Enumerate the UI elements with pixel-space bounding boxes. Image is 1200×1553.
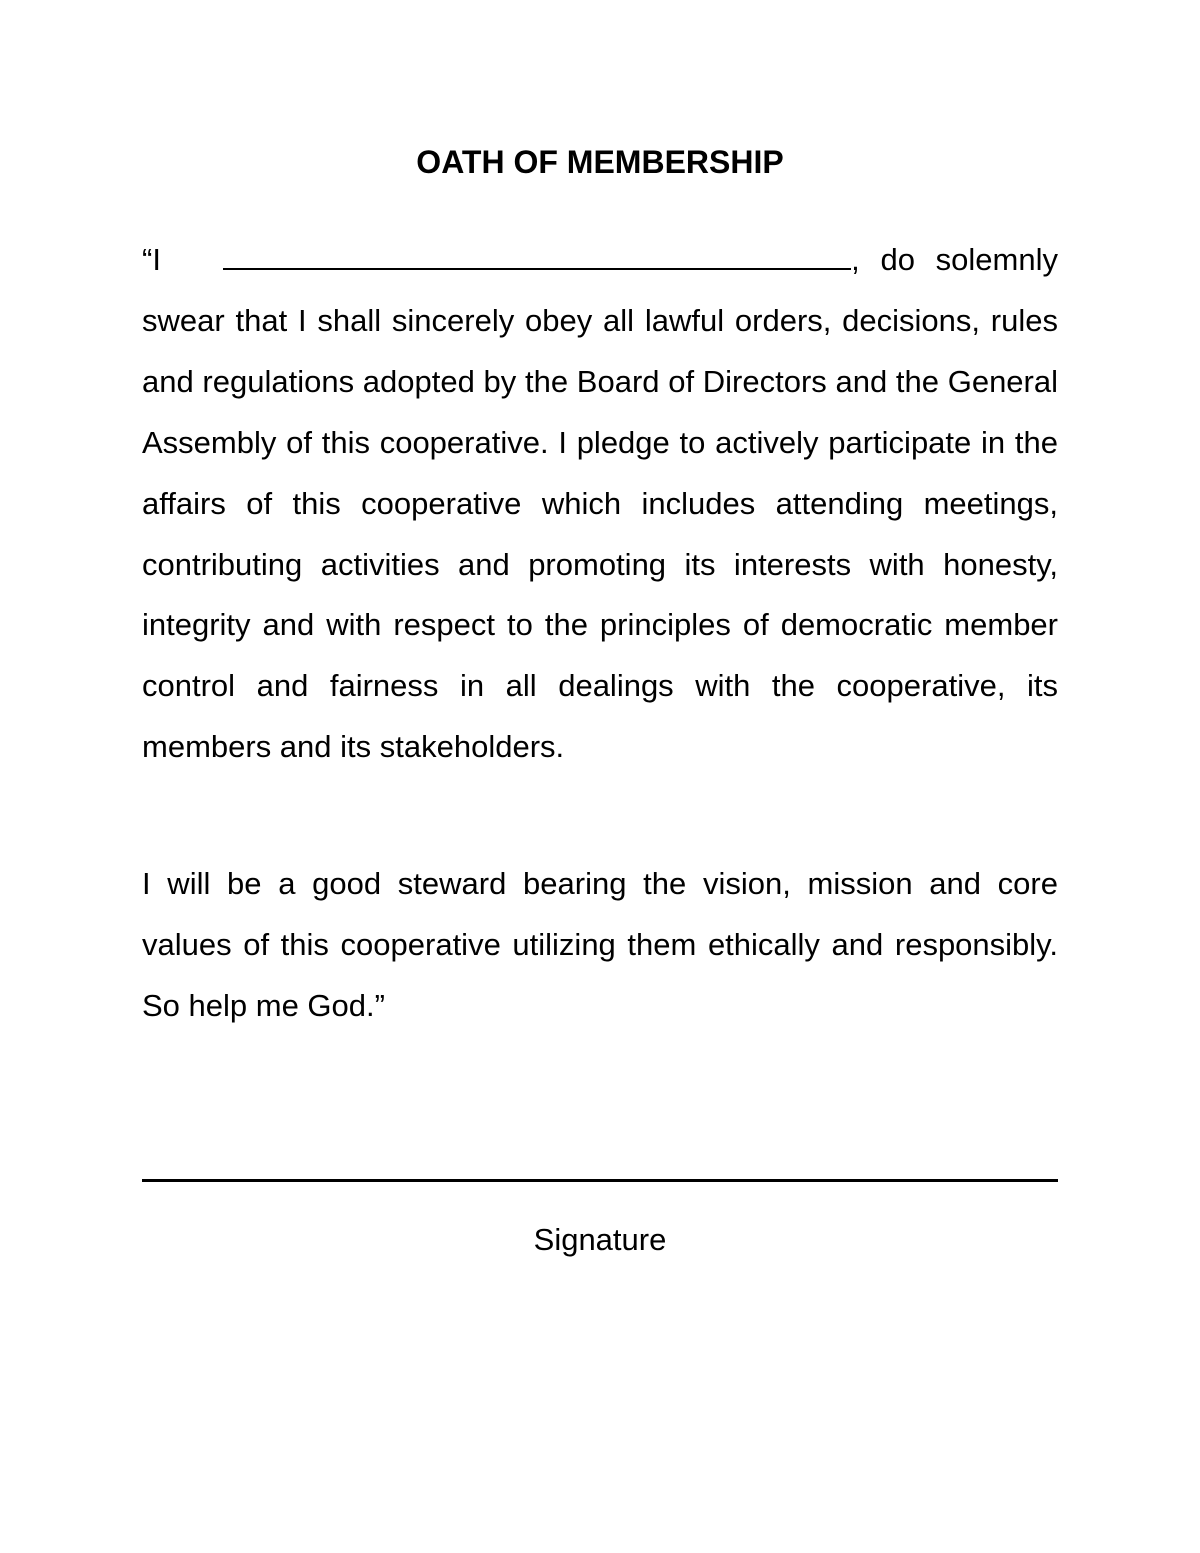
name-blank-field[interactable] (223, 268, 851, 270)
oath-body: , do solemnly swear that I shall sincerely obey all lawful orders, decisions, rules and regulations adopted by the Board of Directors and the General Assembly of this cooperative. I pledge to actively participate in the affairs of this cooperative which includes attending meetings, contributing activities and promoting its interests with honesty, integrity and with respect to the principles of democratic member control and fairness in all dealings with the cooperative, its members and its stakeholders. (142, 242, 1058, 765)
oath-opening: “I (142, 242, 161, 277)
document-title: OATH OF MEMBERSHIP (416, 144, 784, 180)
oath-paragraph-1 (142, 230, 1058, 778)
signature-line[interactable] (142, 1179, 1058, 1182)
oath-paragraph-2: I will be a good steward bearing the vision, mission and core values of this cooperative utilizing them ethically and responsibly. So help me God.” (142, 866, 1058, 1023)
signature-label: Signature (533, 1222, 667, 1257)
